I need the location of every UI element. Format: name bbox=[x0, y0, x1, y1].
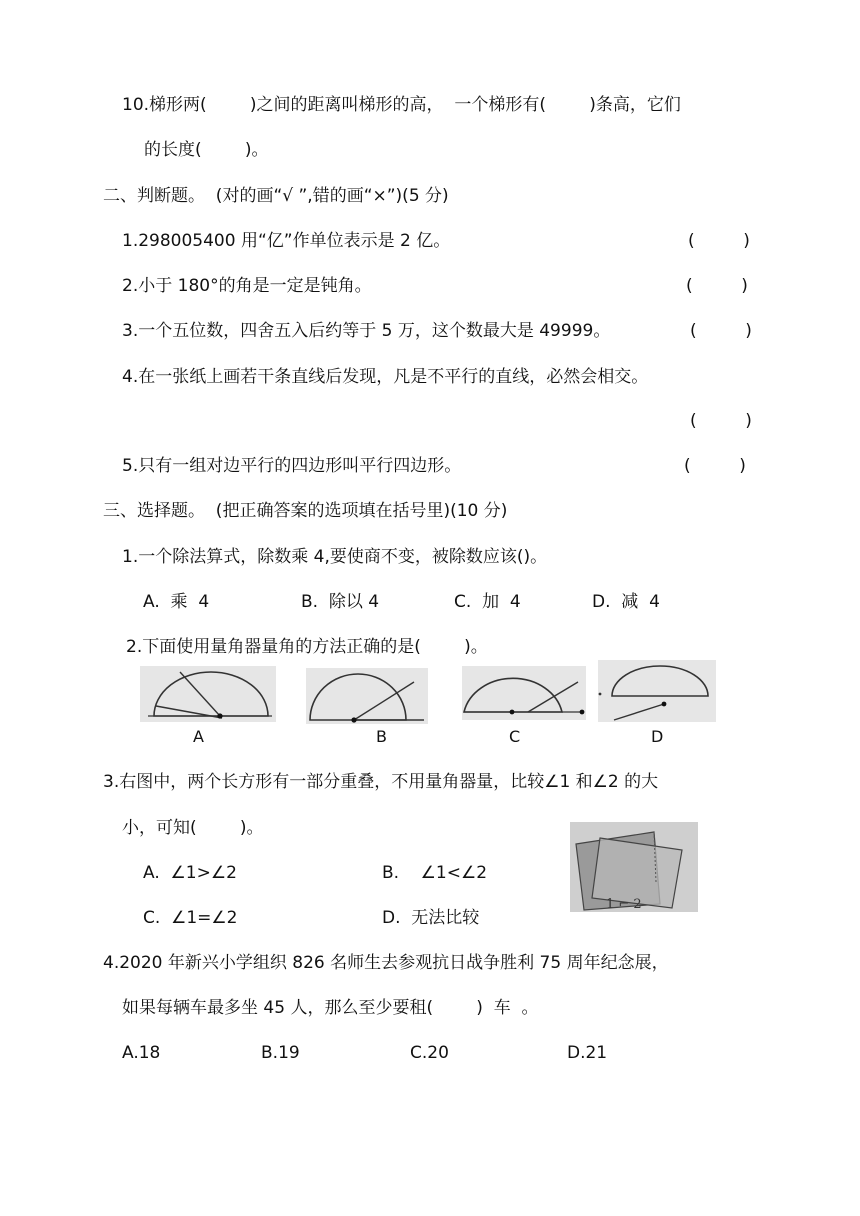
section3-title: 三、选择题。 (把正确答案的选项填在括号里)(10 分) bbox=[103, 501, 508, 521]
protractor-figure-c bbox=[462, 666, 586, 720]
judge-answer-2[interactable]: ( ) bbox=[686, 276, 748, 296]
choice-q3-option-b[interactable]: B. ∠1<∠2 bbox=[382, 863, 488, 883]
choice-q1-option-c[interactable]: C. 加 4 bbox=[454, 592, 521, 612]
judge-answer-5[interactable]: ( ) bbox=[684, 456, 746, 476]
section2-title: 二、判断题。 (对的画“√ ”,错的画“×”)(5 分) bbox=[103, 186, 449, 206]
protractor-label-d: D bbox=[651, 727, 664, 746]
protractor-label-b: B bbox=[376, 727, 387, 746]
q10-line2: 的长度( )。 bbox=[144, 140, 269, 160]
judge-item-3: 3.一个五位数，四舍五入后约等于 5 万，这个数最大是 49999。 bbox=[122, 321, 611, 341]
choice-q2-text: 2.下面使用量角器量角的方法正确的是( )。 bbox=[126, 637, 488, 657]
choice-q3-line1: 3.右图中，两个长方形有一部分重叠，不用量角器量，比较∠1 和∠2 的大 bbox=[103, 772, 659, 792]
choice-q4-option-d[interactable]: D.21 bbox=[567, 1043, 608, 1063]
judge-item-1: 1.298005400 用“亿”作单位表示是 2 亿。 bbox=[122, 231, 451, 251]
judge-answer-3[interactable]: ( ) bbox=[690, 321, 752, 341]
q10-line1: 10.梯形两( )之间的距离叫梯形的高， 一个梯形有( )条高，它们 bbox=[122, 95, 681, 115]
protractor-figure-b bbox=[306, 668, 428, 724]
choice-q3-option-c[interactable]: C. ∠1=∠2 bbox=[143, 908, 238, 928]
protractor-label-a: A bbox=[193, 727, 204, 746]
choice-q4-line2: 如果每辆车最多坐 45 人，那么至少要租( ) 车 。 bbox=[122, 998, 539, 1018]
protractor-figure-a bbox=[140, 666, 276, 722]
choice-q3-line2: 小，可知( )。 bbox=[122, 818, 264, 838]
judge-answer-4[interactable]: ( ) bbox=[690, 411, 752, 431]
choice-q1-option-b[interactable]: B. 除以 4 bbox=[301, 592, 380, 612]
choice-q4-option-c[interactable]: C.20 bbox=[410, 1043, 449, 1063]
choice-q4-option-b[interactable]: B.19 bbox=[261, 1043, 300, 1063]
judge-item-5: 5.只有一组对边平行的四边形叫平行四边形。 bbox=[122, 456, 462, 476]
angle-label-text: 1 ⌐ 2 bbox=[606, 897, 642, 912]
judge-answer-1[interactable]: ( ) bbox=[688, 231, 750, 251]
choice-q1-text: 1.一个除法算式，除数乘 4,要使商不变，被除数应该()。 bbox=[122, 547, 548, 567]
choice-q1-option-a[interactable]: A. 乘 4 bbox=[143, 592, 210, 612]
judge-item-4: 4.在一张纸上画若干条直线后发现，凡是不平行的直线，必然会相交。 bbox=[122, 367, 649, 387]
judge-item-2: 2.小于 180°的角是一定是钝角。 bbox=[122, 276, 372, 296]
choice-q4-line1: 4.2020 年新兴小学组织 826 名师生去参观抗日战争胜利 75 周年纪念展， bbox=[103, 953, 669, 973]
protractor-figure-d bbox=[598, 660, 716, 722]
choice-q3-option-d[interactable]: D. 无法比较 bbox=[382, 908, 480, 928]
choice-q1-option-d[interactable]: D. 减 4 bbox=[592, 592, 660, 612]
choice-q4-option-a[interactable]: A.18 bbox=[122, 1043, 161, 1063]
overlapping-rectangles-figure bbox=[570, 822, 698, 912]
choice-q3-option-a[interactable]: A. ∠1>∠2 bbox=[143, 863, 237, 883]
protractor-label-c: C bbox=[509, 727, 521, 746]
